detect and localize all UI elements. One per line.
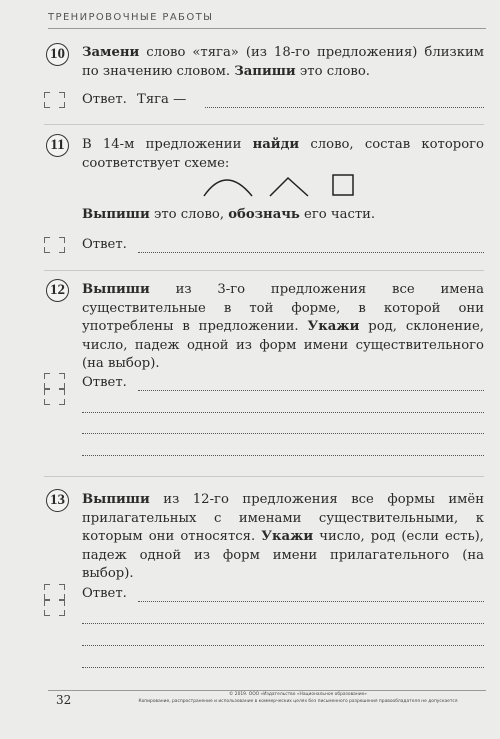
answer-line-11[interactable]: [138, 252, 484, 253]
morpheme-scheme: [200, 170, 360, 200]
score-box: [44, 92, 65, 108]
copyright: [110, 691, 486, 705]
task-number-12: 12: [46, 279, 69, 302]
answer-line-12[interactable]: [82, 412, 484, 413]
answer-line-12[interactable]: [138, 390, 484, 391]
answer-line-12[interactable]: [82, 433, 484, 434]
ending-square-icon: [333, 175, 353, 195]
answer-line-13[interactable]: [82, 645, 484, 646]
copyright-line-1: © 2019. ООО «Издательство «Национальное образование»: [229, 692, 367, 697]
answer-13-label: Ответ.: [82, 586, 127, 601]
task-number-11: 11: [46, 134, 69, 157]
instruction-verb: Укажи: [261, 529, 314, 544]
header-rule: [48, 28, 486, 29]
instruction-verb: Выпиши: [82, 282, 150, 297]
task-number-13: 13: [46, 489, 69, 512]
suffix-caret-icon: [270, 178, 308, 196]
answer-line-13[interactable]: [82, 667, 484, 668]
text-fragment: из 3-го предложения все имена существительные в той форме, в которой они употреблены в предложении.: [82, 282, 484, 334]
score-box: [44, 600, 65, 616]
divider: [44, 124, 484, 125]
instruction-verb: обозначь: [228, 207, 300, 222]
task-10-text: [82, 44, 484, 81]
answer-prefill: Тяга —: [137, 92, 187, 107]
answer-line-13[interactable]: [82, 623, 484, 624]
instruction-verb: Запиши: [234, 63, 296, 79]
score-box: [44, 237, 65, 253]
answer-line-12[interactable]: [82, 455, 484, 456]
text-fragment: это слово,: [149, 207, 229, 222]
instruction-verb: Выпиши: [82, 207, 150, 222]
answer-line-13[interactable]: [138, 601, 484, 602]
instruction-verb: Укажи: [307, 319, 360, 334]
divider: [44, 270, 484, 271]
text-fragment: слово «тяга» (из 18-го предложения) близким по значению словом.: [82, 45, 484, 79]
answer-line-10[interactable]: [205, 107, 484, 108]
task-11-text-2: [82, 206, 484, 225]
text-fragment: это слово.: [295, 63, 370, 79]
instruction-verb: Выпиши: [82, 492, 150, 507]
answer-11-label: Ответ.: [82, 237, 127, 252]
page-number: 32: [56, 693, 72, 707]
task-12-text: [82, 281, 484, 374]
text-fragment: из 12-го предложения все формы имён прилагательных с именами существительными, к которым они относятся.: [82, 492, 484, 544]
answer-12-label: Ответ.: [82, 375, 127, 390]
text-fragment: его части.: [299, 207, 376, 222]
answer-10: [82, 92, 186, 107]
copyright-line-2: Копирование, распространение и использование в коммерческих целях без письменного разрешения правообладателя не допускается: [138, 699, 458, 704]
text-fragment: число, род (если есть), падеж одной из форм имени прилагательного (на выбор).: [82, 529, 484, 581]
score-box: [44, 373, 65, 389]
task-number-10: 10: [46, 43, 69, 66]
instruction-verb: Замени: [82, 45, 140, 60]
running-header: ТРЕНИРОВОЧНЫЕ РАБОТЫ: [48, 12, 214, 23]
root-arc-icon: [204, 180, 252, 196]
task-13-text: [82, 491, 484, 584]
task-11-text: [82, 136, 484, 173]
text-fragment: слово, состав которого соответствует схеме:: [82, 137, 484, 171]
divider: [44, 476, 484, 477]
score-box: [44, 389, 65, 405]
answer-label: Ответ.: [82, 92, 127, 107]
score-box: [44, 584, 65, 600]
instruction-verb: найди: [252, 137, 300, 152]
text-fragment: В 14-м предложении: [82, 137, 253, 152]
text-fragment: род, склонение, число, падеж одной из форм имени существительного (на выбор).: [82, 319, 484, 371]
